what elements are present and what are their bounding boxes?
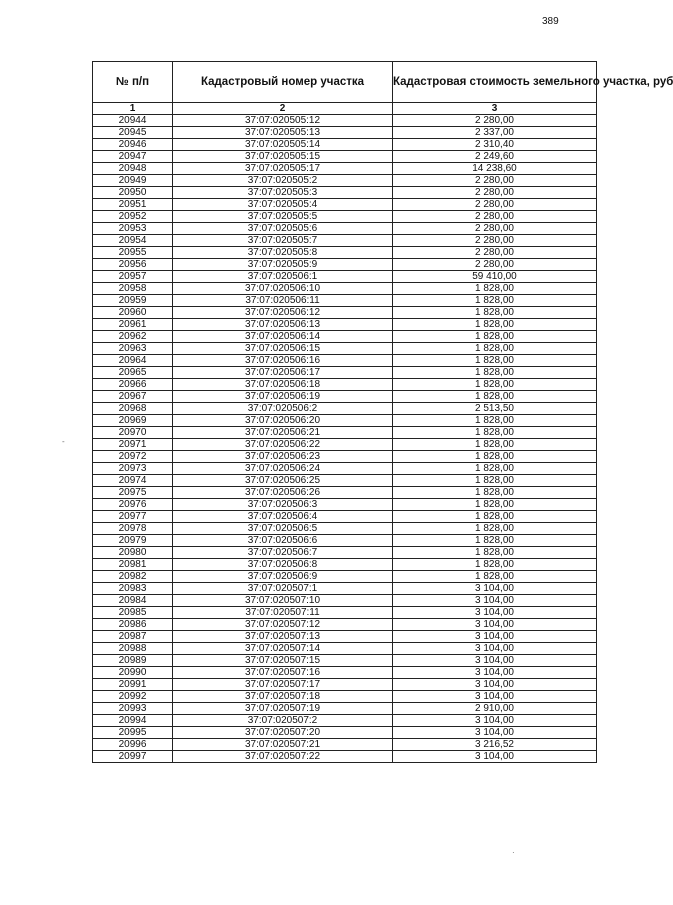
cadastral-number: 37:07:020506:21 [173,427,393,439]
cadastral-number: 37:07:020507:18 [173,691,393,703]
table-row [93,379,597,391]
row-number: 20958 [93,283,173,295]
cadastral-value: 1 828,00 [393,415,597,427]
cadastral-number: 37:07:020507:14 [173,643,393,655]
cadastral-value: 3 104,00 [393,583,597,595]
table-row [93,331,597,343]
row-number: 20969 [93,415,173,427]
cadastral-number: 37:07:020507:17 [173,679,393,691]
cadastral-value: 1 828,00 [393,307,597,319]
table-row [93,259,597,271]
row-number: 20951 [93,199,173,211]
table-row [93,619,597,631]
cadastral-number: 37:07:020506:15 [173,343,393,355]
cadastral-value: 1 828,00 [393,343,597,355]
cadastral-number: 37:07:020507:13 [173,631,393,643]
row-number: 20961 [93,319,173,331]
row-number: 20963 [93,343,173,355]
cadastral-value: 2 280,00 [393,199,597,211]
row-number: 20983 [93,583,173,595]
cadastral-value: 1 828,00 [393,295,597,307]
cadastral-value: 2 337,00 [393,127,597,139]
cadastral-value: 2 280,00 [393,223,597,235]
table-row [93,439,597,451]
table-row [93,631,597,643]
row-number: 20978 [93,523,173,535]
row-number: 20956 [93,259,173,271]
row-number: 20972 [93,451,173,463]
cadastral-value: 2 310,40 [393,139,597,151]
cadastral-number: 37:07:020507:19 [173,703,393,715]
table-row [93,115,597,127]
row-number: 20993 [93,703,173,715]
table-row [93,511,597,523]
cadastral-value: 1 828,00 [393,283,597,295]
cadastral-number: 37:07:020506:19 [173,391,393,403]
cadastral-value: 2 280,00 [393,187,597,199]
cadastral-number: 37:07:020506:6 [173,535,393,547]
row-number: 20945 [93,127,173,139]
cadastral-number: 37:07:020506:20 [173,415,393,427]
table-row [93,307,597,319]
table-row [93,271,597,283]
cadastral-value: 2 249,60 [393,151,597,163]
table-row [93,643,597,655]
row-number: 20996 [93,739,173,751]
table-row [93,727,597,739]
row-number: 20988 [93,643,173,655]
table-row [93,679,597,691]
scan-mark: - [62,437,65,446]
row-number: 20967 [93,391,173,403]
cadastral-number: 37:07:020506:4 [173,511,393,523]
row-number: 20986 [93,619,173,631]
table-row [93,283,597,295]
cadastral-value: 3 104,00 [393,667,597,679]
row-number: 20991 [93,679,173,691]
column-number: 3 [393,103,597,115]
cadastral-value: 1 828,00 [393,475,597,487]
cadastral-value: 1 828,00 [393,319,597,331]
cadastral-value: 1 828,00 [393,523,597,535]
table-row [93,319,597,331]
cadastral-number: 37:07:020506:17 [173,367,393,379]
cadastral-value: 2 513,50 [393,403,597,415]
cadastral-number: 37:07:020506:7 [173,547,393,559]
cadastral-number: 37:07:020505:12 [173,115,393,127]
table-row [93,739,597,751]
cadastral-number: 37:07:020506:14 [173,331,393,343]
table-row [93,403,597,415]
cadastral-value: 3 104,00 [393,679,597,691]
cadastral-value: 3 104,00 [393,607,597,619]
cadastral-value: 1 828,00 [393,559,597,571]
row-number: 20977 [93,511,173,523]
cadastral-value: 1 828,00 [393,331,597,343]
table-row [93,475,597,487]
cadastral-number: 37:07:020506:3 [173,499,393,511]
row-number: 20987 [93,631,173,643]
row-number: 20994 [93,715,173,727]
table-row [93,367,597,379]
row-number: 20981 [93,559,173,571]
row-number: 20975 [93,487,173,499]
row-number: 20973 [93,463,173,475]
row-number: 20964 [93,355,173,367]
cadastral-number: 37:07:020507:12 [173,619,393,631]
row-number: 20953 [93,223,173,235]
cadastral-value: 3 104,00 [393,643,597,655]
column-number: 1 [93,103,173,115]
cadastral-number: 37:07:020506:18 [173,379,393,391]
cadastral-number: 37:07:020507:11 [173,607,393,619]
table-row [93,715,597,727]
table-row [93,427,597,439]
row-number: 20980 [93,547,173,559]
table-row [93,583,597,595]
table-row [93,463,597,475]
cadastral-value: 2 280,00 [393,247,597,259]
table-row [93,247,597,259]
cadastral-number: 37:07:020507:16 [173,667,393,679]
cadastral-number: 37:07:020507:22 [173,751,393,763]
cadastral-number: 37:07:020506:23 [173,451,393,463]
cadastral-value: 1 828,00 [393,499,597,511]
table-row [93,547,597,559]
cadastral-value: 2 280,00 [393,115,597,127]
cadastral-value: 1 828,00 [393,535,597,547]
cadastral-number: 37:07:020505:4 [173,199,393,211]
cadastral-number: 37:07:020506:9 [173,571,393,583]
table-row [93,415,597,427]
cadastral-number: 37:07:020506:8 [173,559,393,571]
cadastral-number: 37:07:020507:15 [173,655,393,667]
row-number: 20995 [93,727,173,739]
table-row [93,199,597,211]
column-number: 2 [173,103,393,115]
table-row [93,595,597,607]
table-row [93,355,597,367]
table-row [93,211,597,223]
row-number: 20979 [93,535,173,547]
cadastral-number: 37:07:020505:7 [173,235,393,247]
row-number: 20997 [93,751,173,763]
cadastral-value: 2 280,00 [393,259,597,271]
cadastral-number: 37:07:020506:22 [173,439,393,451]
table-row [93,295,597,307]
cadastral-value: 1 828,00 [393,355,597,367]
row-number: 20970 [93,427,173,439]
row-number: 20976 [93,499,173,511]
table-row [93,139,597,151]
cadastral-value: 1 828,00 [393,391,597,403]
row-number: 20960 [93,307,173,319]
row-number: 20957 [93,271,173,283]
table-row [93,127,597,139]
cadastral-value: 3 104,00 [393,619,597,631]
cadastral-value: 2 280,00 [393,211,597,223]
cadastral-value: 2 280,00 [393,235,597,247]
row-number: 20962 [93,331,173,343]
row-number: 20946 [93,139,173,151]
row-number: 20971 [93,439,173,451]
cadastral-number: 37:07:020506:2 [173,403,393,415]
row-number: 20984 [93,595,173,607]
row-number: 20985 [93,607,173,619]
table-row [93,655,597,667]
cadastral-number: 37:07:020506:26 [173,487,393,499]
cadastral-table [92,61,673,763]
table-row [93,451,597,463]
cadastral-number: 37:07:020506:25 [173,475,393,487]
row-number: 20992 [93,691,173,703]
cadastral-value: 3 104,00 [393,595,597,607]
cadastral-value: 3 216,52 [393,739,597,751]
cadastral-number: 37:07:020507:2 [173,715,393,727]
cadastral-value: 3 104,00 [393,751,597,763]
cadastral-number: 37:07:020506:12 [173,307,393,319]
cadastral-value: 3 104,00 [393,631,597,643]
cadastral-value: 3 104,00 [393,727,597,739]
cadastral-number: 37:07:020505:9 [173,259,393,271]
cadastral-value: 3 104,00 [393,691,597,703]
cadastral-value: 3 104,00 [393,655,597,667]
table-row [93,343,597,355]
row-number: 20944 [93,115,173,127]
cadastral-value: 2 280,00 [393,175,597,187]
cadastral-number: 37:07:020505:8 [173,247,393,259]
cadastral-number: 37:07:020507:21 [173,739,393,751]
cadastral-number: 37:07:020505:13 [173,127,393,139]
row-number: 20955 [93,247,173,259]
table-row [93,667,597,679]
cadastral-value: 1 828,00 [393,427,597,439]
cadastral-number: 37:07:020506:10 [173,283,393,295]
cadastral-value: 14 238,60 [393,163,597,175]
row-number: 20948 [93,163,173,175]
cadastral-number: 37:07:020505:5 [173,211,393,223]
table-body [93,115,597,763]
row-number: 20966 [93,379,173,391]
row-number: 20990 [93,667,173,679]
table-row [93,607,597,619]
row-number: 20968 [93,403,173,415]
cadastral-value: 1 828,00 [393,511,597,523]
cadastral-value: 3 104,00 [393,715,597,727]
row-number: 20974 [93,475,173,487]
cadastral-number: 37:07:020505:14 [173,139,393,151]
cadastral-number: 37:07:020505:6 [173,223,393,235]
row-number: 20959 [93,295,173,307]
row-number: 20949 [93,175,173,187]
row-number: 20965 [93,367,173,379]
row-number: 20954 [93,235,173,247]
table-row [93,571,597,583]
cadastral-number: 37:07:020507:1 [173,583,393,595]
scan-mark: · [512,848,515,857]
cadastral-number: 37:07:020505:15 [173,151,393,163]
header-cadastral-value: Кадастровая стоимость земельного участка, руб [393,62,597,103]
table-row [93,499,597,511]
cadastral-number: 37:07:020506:5 [173,523,393,535]
table-row [93,559,597,571]
cadastral-number: 37:07:020507:10 [173,595,393,607]
table-row [93,151,597,163]
cadastral-value: 59 410,00 [393,271,597,283]
table-row [93,163,597,175]
table-row [93,691,597,703]
cadastral-number: 37:07:020505:3 [173,187,393,199]
table-row [93,751,597,763]
cadastral-value: 2 910,00 [393,703,597,715]
table-row [93,523,597,535]
row-number: 20982 [93,571,173,583]
row-number: 20952 [93,211,173,223]
cadastral-number: 37:07:020506:24 [173,463,393,475]
table-row [93,535,597,547]
cadastral-number: 37:07:020506:1 [173,271,393,283]
cadastral-value: 1 828,00 [393,379,597,391]
cadastral-value: 1 828,00 [393,571,597,583]
header-row [93,62,597,103]
cadastral-number: 37:07:020505:2 [173,175,393,187]
header-number: № п/п [93,62,173,103]
table-row [93,703,597,715]
column-number-row [93,103,597,115]
cadastral-value: 1 828,00 [393,487,597,499]
cadastral-value: 1 828,00 [393,547,597,559]
cadastral-number: 37:07:020505:17 [173,163,393,175]
row-number: 20947 [93,151,173,163]
table-row [93,391,597,403]
cadastral-value: 1 828,00 [393,367,597,379]
row-number: 20950 [93,187,173,199]
row-number: 20989 [93,655,173,667]
table-row [93,175,597,187]
cadastral-number: 37:07:020506:16 [173,355,393,367]
cadastral-value: 1 828,00 [393,451,597,463]
table-row [93,187,597,199]
table-row [93,223,597,235]
table-row [93,235,597,247]
cadastral-value: 1 828,00 [393,463,597,475]
cadastral-value: 1 828,00 [393,439,597,451]
table-row [93,487,597,499]
cadastral-number: 37:07:020506:11 [173,295,393,307]
page-number: 389 [542,16,559,27]
cadastral-number: 37:07:020506:13 [173,319,393,331]
cadastral-number: 37:07:020507:20 [173,727,393,739]
header-cadastral-number: Кадастровый номер участка [173,62,393,103]
